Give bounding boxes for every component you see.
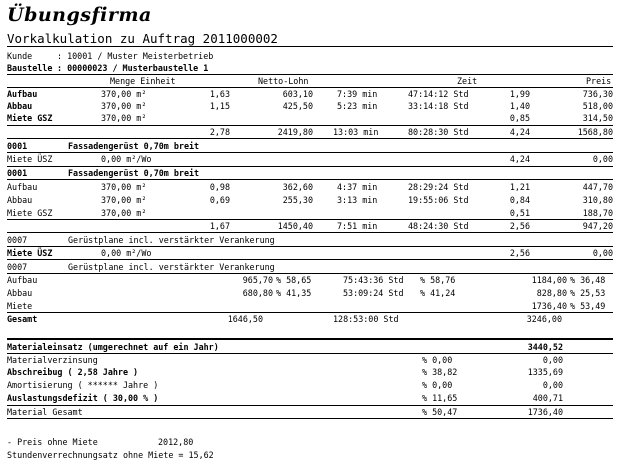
row-factor: 0,98 — [209, 182, 230, 192]
company-name: Übungsfirma — [7, 4, 152, 26]
row-pct1: % 41,35 — [276, 288, 312, 298]
row-label: Aufbau — [7, 275, 38, 285]
gesamt-value1: 1646,50 — [227, 314, 263, 324]
row-label: Abbau — [7, 101, 33, 111]
material-pct: % 0,00 — [422, 380, 453, 390]
col-preis: Preis — [586, 76, 612, 86]
divider — [7, 338, 613, 340]
baustelle-value: : 00000023 / Musterbaustelle 1 — [57, 63, 209, 73]
total-min: 13:03 min — [333, 127, 379, 137]
row-lohn: 425,50 — [282, 101, 313, 111]
total-factor2: 4,24 — [509, 127, 530, 137]
stundenverrechnungssatz: Stundenverrechnungsatz ohne Miete = 15,62 — [7, 450, 214, 460]
divider — [7, 259, 613, 260]
row-factor2: 2,56 — [509, 248, 530, 258]
total-factor: 2,78 — [209, 127, 230, 137]
row-factor2: 4,24 — [509, 154, 530, 164]
row-factor2: 1,21 — [509, 182, 530, 192]
divider — [7, 152, 613, 153]
divider — [7, 138, 613, 139]
material-pct: % 11,65 — [422, 393, 458, 403]
total-lohn: 2419,80 — [277, 127, 313, 137]
row-lohn: 255,30 — [282, 195, 313, 205]
row-factor2: 1,40 — [509, 101, 530, 111]
material-value: 0,00 — [542, 355, 563, 365]
row-min: 7:39 min — [337, 89, 378, 99]
row-menge: 370,00 m² — [101, 182, 147, 192]
materialeinsatz-value: 3440,52 — [527, 342, 563, 352]
row-menge: 370,00 m² — [101, 113, 147, 123]
divider — [7, 312, 613, 313]
row-min: 3:13 min — [337, 195, 378, 205]
material-label: Auslastungsdefizit ( 30,00 % ) — [7, 393, 159, 403]
document-title: Vorkalkulation zu Auftrag 2011000002 — [7, 31, 278, 46]
col-zeit: Zeit — [457, 76, 478, 86]
total-preis: 947,20 — [582, 221, 613, 231]
row-factor2: 0,51 — [509, 208, 530, 218]
divider — [7, 405, 613, 406]
material-pct: % 38,82 — [422, 367, 458, 377]
section-code: 0007 — [7, 262, 28, 272]
row-lohn: 603,10 — [282, 89, 313, 99]
row-std: 33:14:18 Std — [408, 101, 469, 111]
section-code: 0001 — [7, 141, 28, 151]
row-pct3: % 25,53 — [570, 288, 606, 298]
material-value: 0,00 — [542, 380, 563, 390]
row-factor2: 1,99 — [509, 89, 530, 99]
row-label: Miete GSZ — [7, 208, 53, 218]
row-label: Miete GSZ — [7, 113, 53, 123]
section-title: Gerüstplane incl. verstärkter Verankerung — [68, 262, 275, 272]
row-std: 75:43:36 Std — [343, 275, 404, 285]
row-pct2: % 41,24 — [420, 288, 456, 298]
col-nettolohn: Netto-Lohn — [258, 76, 309, 86]
row-preis: 0,00 — [592, 248, 613, 258]
row-pct2: % 58,76 — [420, 275, 456, 285]
section-title: Fassadengerüst 0,70m breit — [68, 141, 200, 151]
total-lohn: 1450,40 — [277, 221, 313, 231]
section-title: Gerüstplane incl. verstärkter Verankerung — [68, 235, 275, 245]
divider — [7, 246, 613, 247]
material-gesamt-pct: % 50,47 — [422, 407, 458, 417]
row-label: Abbau — [7, 288, 33, 298]
row-factor: 0,69 — [209, 195, 230, 205]
divider — [7, 273, 613, 274]
section-code: 0007 — [7, 235, 28, 245]
preis-ohne-miete-label: - Preis ohne Miete — [7, 437, 98, 447]
row-preis: 314,50 — [582, 113, 613, 123]
row-preis: 0,00 — [592, 154, 613, 164]
row-label: Miete — [7, 301, 33, 311]
divider — [7, 219, 613, 220]
divider — [7, 353, 613, 354]
total-factor2: 2,56 — [509, 221, 530, 231]
row-pct3: % 36,48 — [570, 275, 606, 285]
divider — [7, 418, 613, 419]
material-pct: % 0,00 — [422, 355, 453, 365]
row-label: Abbau — [7, 195, 33, 205]
divider — [7, 87, 613, 88]
row-min: 4:37 min — [337, 182, 378, 192]
row-preis: 188,70 — [582, 208, 613, 218]
row-min: 5:23 min — [337, 101, 378, 111]
divider — [7, 74, 613, 75]
total-min: 7:51 min — [337, 221, 378, 231]
row-factor2: 0,84 — [509, 195, 530, 205]
total-std: 48:24:30 Std — [408, 221, 469, 231]
preis-ohne-miete-value: 2012,80 — [158, 437, 194, 447]
divider — [7, 125, 613, 126]
row-std: 19:55:06 Std — [408, 195, 469, 205]
section-code: 0001 — [7, 168, 28, 178]
row-menge: 370,00 m² — [101, 101, 147, 111]
row-preis: 310,80 — [582, 195, 613, 205]
col-menge: Menge Einheit — [110, 76, 176, 86]
material-gesamt-label: Material Gesamt — [7, 407, 83, 417]
divider — [7, 166, 613, 167]
row-value1: 965,70 — [242, 275, 273, 285]
row-menge: 370,00 m² — [101, 208, 147, 218]
row-std: 47:14:12 Std — [408, 89, 469, 99]
divider — [7, 179, 613, 180]
divider — [7, 46, 613, 47]
total-preis: 1568,80 — [577, 127, 613, 137]
kunde-label: Kunde — [7, 51, 33, 61]
row-menge: 370,00 m² — [101, 195, 147, 205]
row-menge: 0,00 m²/Wo — [101, 154, 152, 164]
row-menge: 0,00 m²/Wo — [101, 248, 152, 258]
gesamt-value2: 3246,00 — [526, 314, 562, 324]
row-preis: 447,70 — [582, 182, 613, 192]
row-std: 28:29:24 Std — [408, 182, 469, 192]
row-preis: 518,00 — [582, 101, 613, 111]
row-factor: 1,15 — [209, 101, 230, 111]
row-value1: 680,80 — [242, 288, 273, 298]
material-value: 400,71 — [532, 393, 563, 403]
material-gesamt-value: 1736,40 — [527, 407, 563, 417]
row-label: Aufbau — [7, 89, 38, 99]
material-label: Amortisierung ( ****** Jahre ) — [7, 380, 159, 390]
row-value2: 1736,40 — [531, 301, 567, 311]
material-value: 1335,69 — [527, 367, 563, 377]
kunde-value: : 10001 / Muster Meisterbetrieb — [57, 51, 214, 61]
section-title: Fassadengerüst 0,70m breit — [68, 168, 200, 178]
gesamt-std: 128:53:00 Std — [333, 314, 399, 324]
total-factor: 1,67 — [209, 221, 230, 231]
total-std: 80:28:30 Std — [408, 127, 469, 137]
gesamt-label: Gesamt — [7, 314, 38, 324]
row-std: 53:09:24 Std — [343, 288, 404, 298]
material-label: Abschreibug ( 2,58 Jahre ) — [7, 367, 139, 377]
row-pct3: % 53,49 — [570, 301, 606, 311]
row-lohn: 362,60 — [282, 182, 313, 192]
divider — [7, 232, 613, 233]
materialeinsatz-label: Materialeinsatz (umgerechnet auf ein Jahr) — [7, 342, 219, 352]
row-label: Aufbau — [7, 182, 38, 192]
row-preis: 736,30 — [582, 89, 613, 99]
material-label: Materialverzinsung — [7, 355, 98, 365]
row-value2: 828,80 — [536, 288, 567, 298]
row-menge: 370,00 m² — [101, 89, 147, 99]
row-label: Miete ÜSZ — [7, 154, 53, 164]
row-factor2: 0,85 — [509, 113, 530, 123]
baustelle-label: Baustelle — [7, 63, 53, 73]
row-pct1: % 58,65 — [276, 275, 312, 285]
row-value2: 1184,00 — [531, 275, 567, 285]
row-label: Miete ÜSZ — [7, 248, 53, 258]
row-factor: 1,63 — [209, 89, 230, 99]
